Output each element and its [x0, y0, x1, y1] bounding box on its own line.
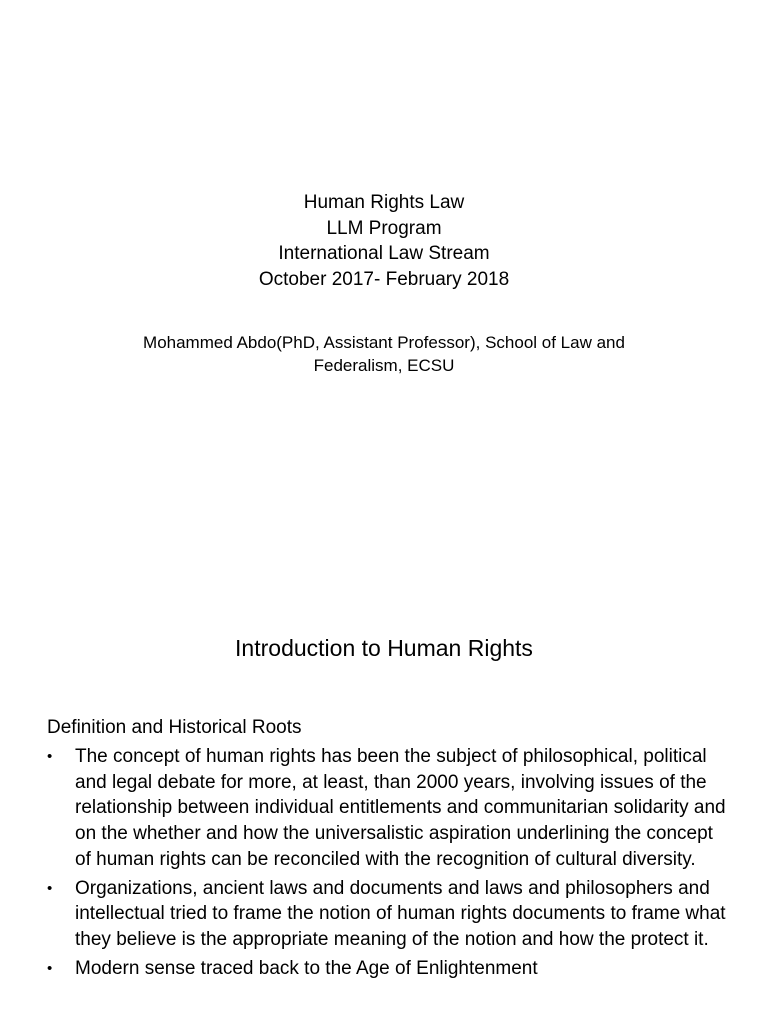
- bullet-item: [47, 876, 727, 953]
- bullet-icon: •: [47, 879, 53, 897]
- stream-name: International Law Stream: [278, 243, 490, 264]
- bullet-item: [47, 744, 727, 873]
- bullet-icon: •: [47, 959, 53, 977]
- bullet-text: The concept of human rights has been the subject of philosophical, political and legal debate for more, at least, than 2000 years, involving issues of the relationship between individual entitlements and communitarian solidarity and on the whether and how the universalistic aspiration underlining the concept of human rights can be reconciled with the recognition of cultural diversity.: [75, 746, 726, 870]
- bullet-list: [47, 744, 727, 984]
- bullet-text: Organizations, ancient laws and documents and laws and philosophers and intellectual tried to frame the notion of human rights documents to frame what they believe is the appropriate meaning of the notion and how the protect it.: [75, 877, 726, 950]
- course-dates: October 2017- February 2018: [258, 268, 510, 290]
- slide-title: Introduction to Human Rights: [235, 635, 533, 661]
- course-title-block: [0, 190, 768, 292]
- bullet-item: [47, 956, 727, 982]
- author-line: Mohammed Abdo(PhD, Assistant Professor), School of Law and Federalism, ECSU: [143, 333, 625, 375]
- program-name: LLM Program: [326, 217, 442, 239]
- course-title: Human Rights Law: [303, 192, 465, 213]
- section-heading: Definition and Historical Roots: [47, 717, 302, 738]
- bullet-text: Modern sense traced back to the Age of Enlightenment: [75, 957, 538, 979]
- bullet-icon: •: [47, 748, 53, 765]
